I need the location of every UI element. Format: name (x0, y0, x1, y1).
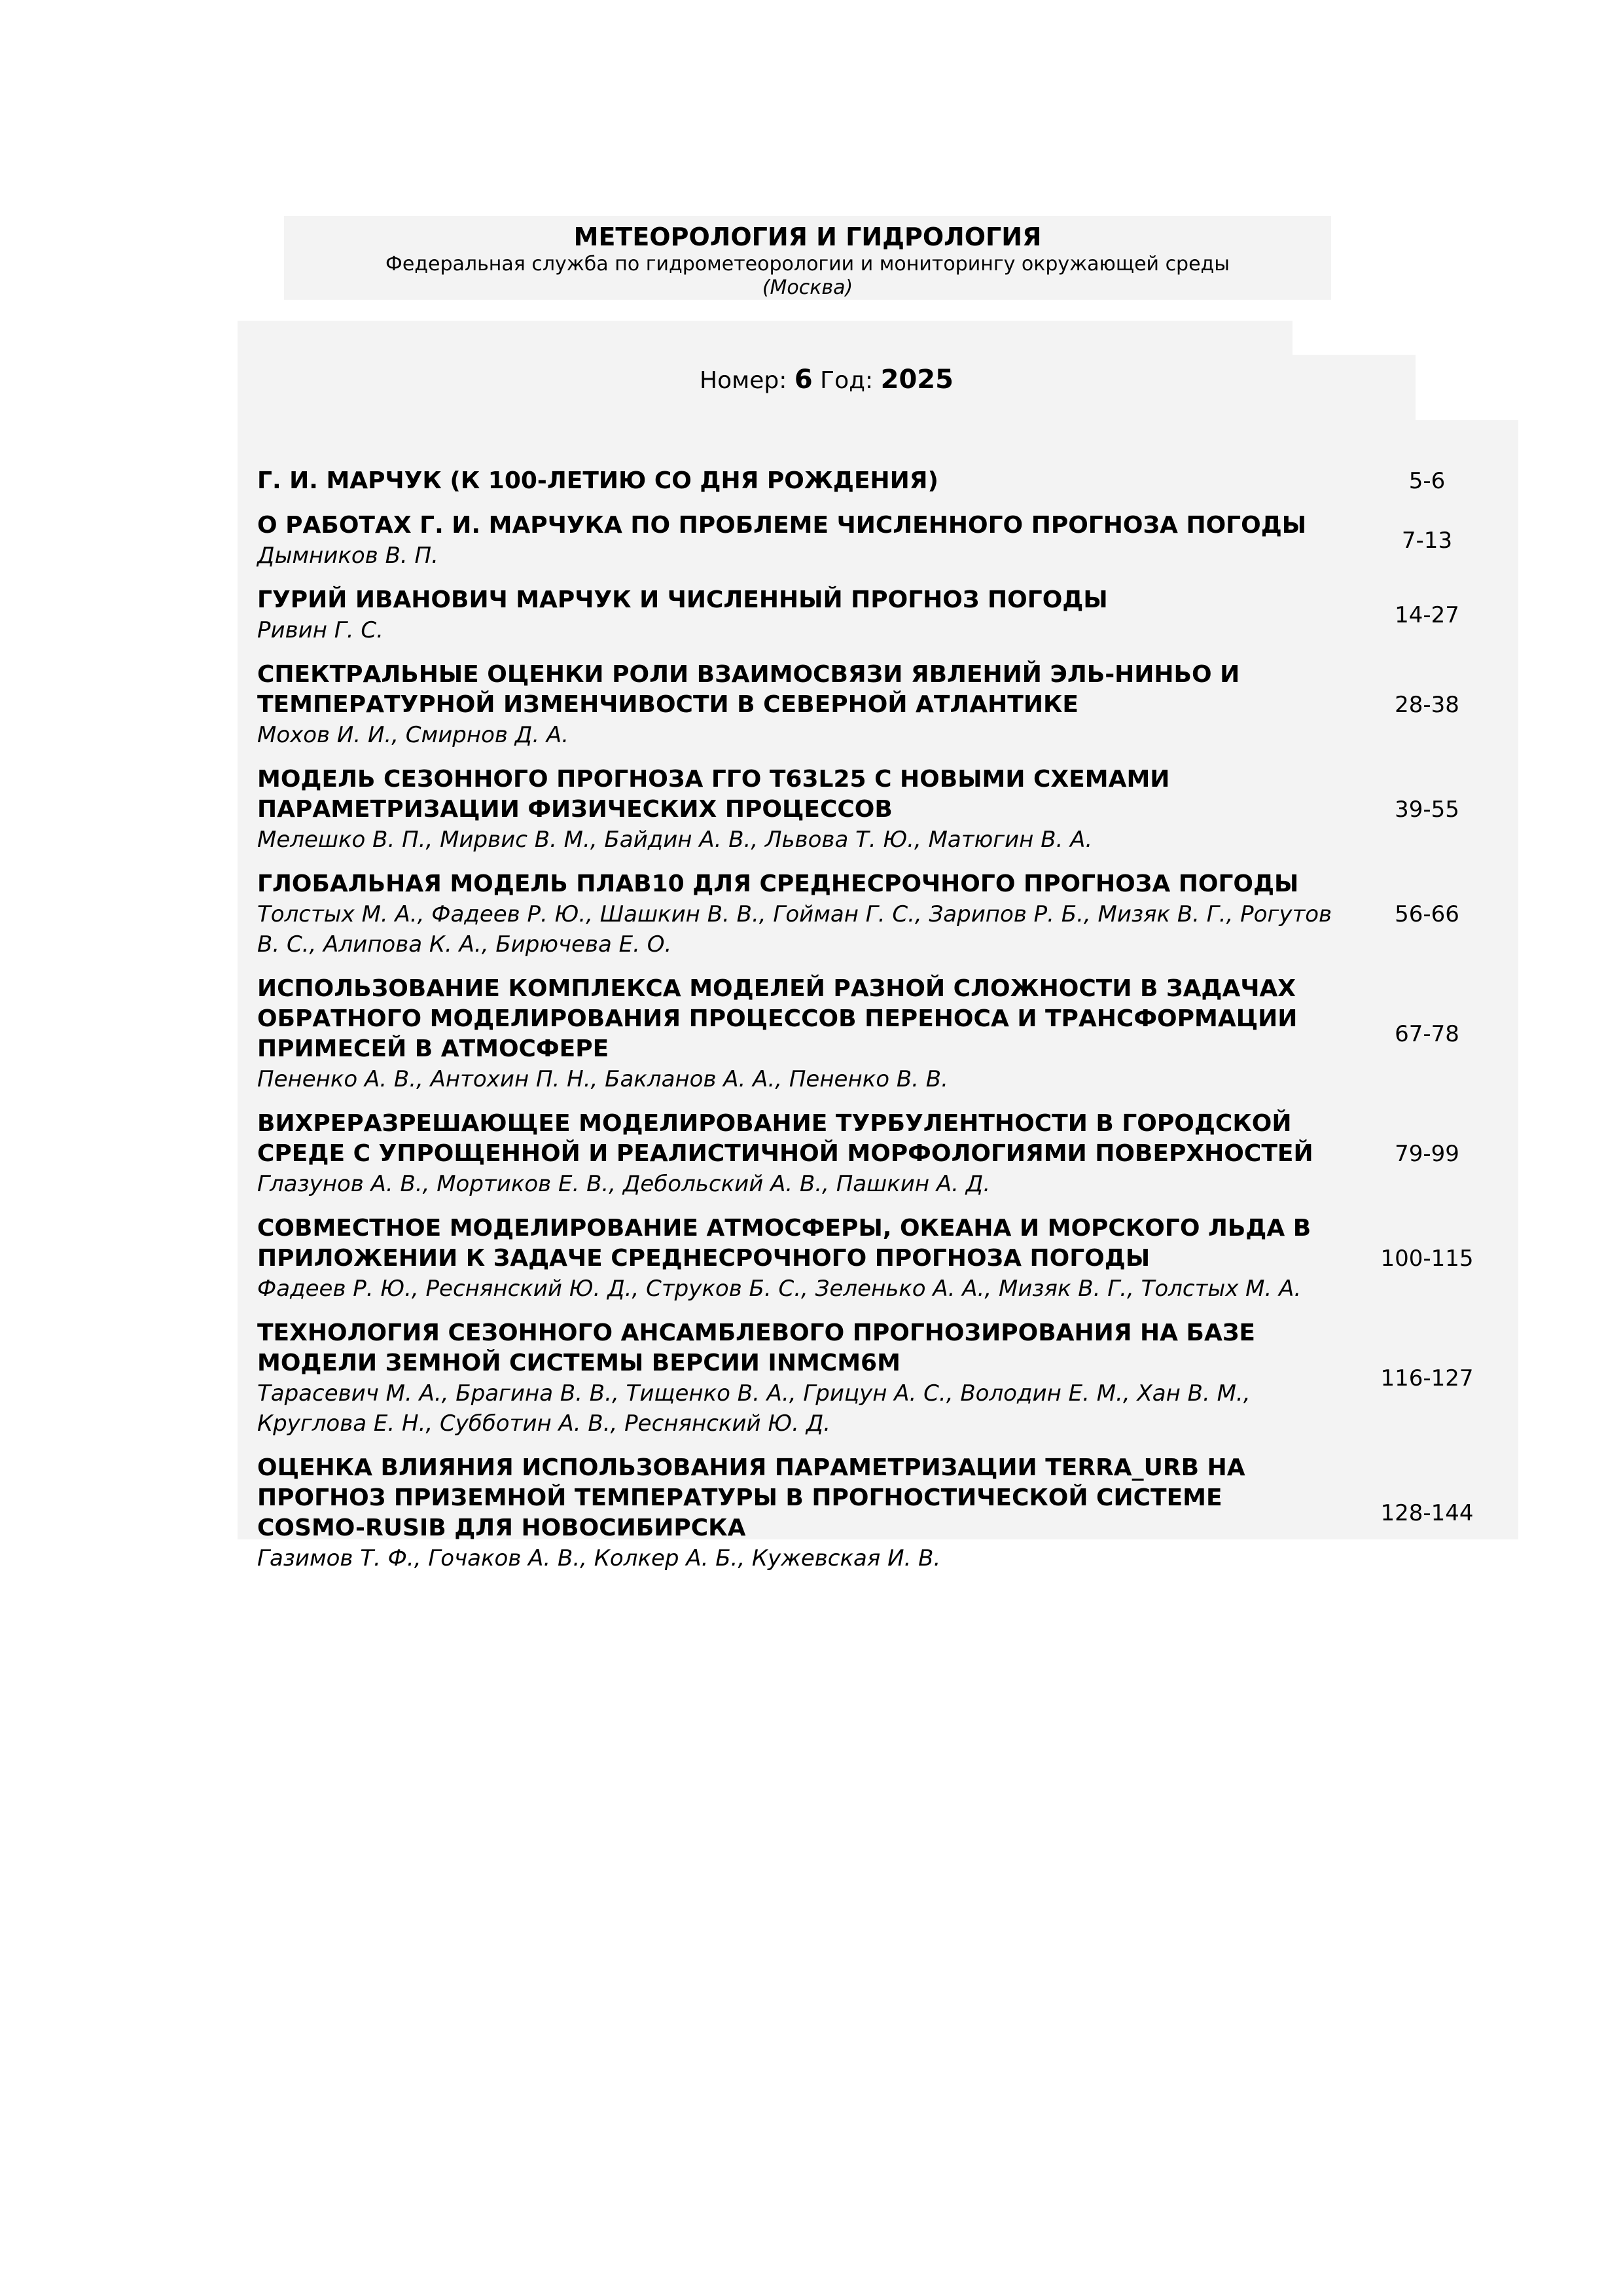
toc-entry[interactable] (257, 1109, 1507, 1199)
entry-text (257, 585, 1334, 645)
issue-number-label: Номер: (700, 367, 787, 394)
issue-year: 2025 (880, 365, 954, 395)
toc-entry[interactable] (257, 1453, 1507, 1573)
article-pages: 39-55 (1395, 797, 1459, 823)
toc-entry[interactable] (257, 466, 1507, 496)
journal-publisher: Федеральная служба по гидрометеорологии и мониторингу окружающей среды (385, 253, 1230, 276)
journal-header (284, 216, 1331, 300)
article-authors: Толстых М. А., Фадеев Р. Ю., Шашкин В. В., Гойман Г. С., Зарипов Р. Б., Мизяк В. Г., Рогутов В. С., Алипова К. А., Бирючева Е. О. (257, 901, 1332, 958)
toc-background-top (238, 321, 1293, 355)
entry-text (257, 466, 1334, 496)
article-title-link[interactable]: СОВМЕСТНОЕ МОДЕЛИРОВАНИЕ АТМОСФЕРЫ, ОКЕАНА И МОРСКОГО ЛЬДА В ПРИЛОЖЕНИИ К ЗАДАЧЕ СРЕДНЕСРОЧНОГО ПРОГНОЗА ПОГОДЫ (257, 1215, 1311, 1272)
article-title-link[interactable]: ГЛОБАЛЬНАЯ МОДЕЛЬ ПЛАВ10 ДЛЯ СРЕДНЕСРОЧНОГО ПРОГНОЗА ПОГОДЫ (257, 870, 1299, 897)
article-title-link[interactable]: ОЦЕНКА ВЛИЯНИЯ ИСПОЛЬЗОВАНИЯ ПАРАМЕТРИЗАЦИИ TERRA_URB НА ПРОГНОЗ ПРИЗЕМНОЙ ТЕМПЕРАТУРЫ В ПРОГНОСТИЧЕСКОЙ СИСТЕМЕ COSMO-RUSIB ДЛЯ НОВОСИБИРСКА (257, 1454, 1245, 1541)
article-authors: Фадеев Р. Ю., Реснянский Ю. Д., Струков Б. С., Зеленько А. А., Мизяк В. Г., Толстых М. А. (257, 1276, 1302, 1302)
journal-title: МЕТЕОРОЛОГИЯ И ГИДРОЛОГИЯ (573, 223, 1042, 251)
article-authors: Газимов Т. Ф., Гочаков А. В., Колкер А. Б., Кужевская И. В. (257, 1545, 941, 1571)
toc-entry[interactable] (257, 1213, 1507, 1304)
article-title-link[interactable]: ИСПОЛЬЗОВАНИЕ КОМПЛЕКСА МОДЕЛЕЙ РАЗНОЙ СЛОЖНОСТИ В ЗАДАЧАХ ОБРАТНОГО МОДЕЛИРОВАНИЯ ПРОЦЕССОВ ПЕРЕНОСА И ТРАНСФОРМАЦИИ ПРИМЕСЕЙ В АТМОСФЕРЕ (257, 975, 1298, 1062)
article-pages: 116-127 (1380, 1365, 1474, 1391)
article-title-link[interactable]: ГУРИЙ ИВАНОВИЧ МАРЧУК И ЧИСЛЕННЫЙ ПРОГНОЗ ПОГОДЫ (257, 586, 1108, 613)
article-pages: 7-13 (1401, 528, 1453, 554)
article-authors: Мелешко В. П., Мирвис В. М., Байдин А. В., Львова Т. Ю., Матюгин В. А. (257, 827, 1093, 853)
entry-text (257, 974, 1334, 1094)
toc-entry[interactable] (257, 1318, 1507, 1439)
toc-entry[interactable] (257, 511, 1507, 571)
article-pages: 5-6 (1408, 468, 1446, 494)
toc-entry[interactable] (257, 585, 1507, 645)
article-pages: 28-38 (1395, 692, 1459, 718)
toc-entry[interactable] (257, 974, 1507, 1094)
issue-year-label: Год: (820, 367, 874, 394)
article-pages: 100-115 (1380, 1246, 1474, 1272)
article-authors: Пененко А. В., Антохин П. Н., Бакланов А. А., Пененко В. В. (257, 1066, 948, 1092)
article-pages: 128-144 (1380, 1500, 1474, 1526)
article-title-link[interactable]: СПЕКТРАЛЬНЫЕ ОЦЕНКИ РОЛИ ВЗАИМОСВЯЗИ ЯВЛЕНИЙ ЭЛЬ-НИНЬО И ТЕМПЕРАТУРНОЙ ИЗМЕНЧИВОСТИ В СЕВЕРНОЙ АТЛАНТИКЕ (257, 661, 1240, 718)
entry-text (257, 869, 1334, 960)
article-title-link[interactable]: МОДЕЛЬ СЕЗОННОГО ПРОГНОЗА ГГО T63L25 С НОВЫМИ СХЕМАМИ ПАРАМЕТРИЗАЦИИ ФИЗИЧЕСКИХ ПРОЦЕССОВ (257, 766, 1170, 823)
issue-info (238, 364, 1416, 397)
issue-number: 6 (794, 365, 813, 395)
entry-text (257, 764, 1334, 855)
article-authors: Тарасевич М. А., Брагина В. В., Тищенко В. А., Грицун А. С., Володин Е. М., Хан В. М., Круглова Е. Н., Субботин А. В., Реснянский Ю. Д. (257, 1380, 1251, 1437)
article-title-link[interactable]: ВИХРЕРАЗРЕШАЮЩЕЕ МОДЕЛИРОВАНИЕ ТУРБУЛЕНТНОСТИ В ГОРОДСКОЙ СРЕДЕ С УПРОЩЕННОЙ И РЕАЛИСТИЧНОЙ МОРФОЛОГИЯМИ ПОВЕРХНОСТЕЙ (257, 1110, 1313, 1167)
article-pages: 67-78 (1395, 1021, 1459, 1047)
article-title-link[interactable]: ТЕХНОЛОГИЯ СЕЗОННОГО АНСАМБЛЕВОГО ПРОГНОЗИРОВАНИЯ НА БАЗЕ МОДЕЛИ ЗЕМНОЙ СИСТЕМЫ ВЕРСИИ INMCM6M (257, 1319, 1256, 1376)
article-authors: Мохов И. И., Смирнов Д. А. (257, 722, 569, 748)
entry-text (257, 1213, 1334, 1304)
entry-text (257, 1318, 1334, 1439)
table-of-contents (257, 466, 1507, 1588)
toc-entry[interactable] (257, 869, 1507, 960)
entry-text (257, 1453, 1334, 1573)
journal-city: (Москва) (762, 276, 853, 299)
article-title-link[interactable]: Г. И. МАРЧУК (К 100-ЛЕТИЮ СО ДНЯ РОЖДЕНИЯ) (257, 467, 938, 494)
entry-text (257, 660, 1334, 750)
article-title-link[interactable]: О РАБОТАХ Г. И. МАРЧУКА ПО ПРОБЛЕМЕ ЧИСЛЕННОГО ПРОГНОЗА ПОГОДЫ (257, 512, 1307, 539)
article-authors: Глазунов А. В., Мортиков Е. В., Дебольский А. В., Пашкин А. Д. (257, 1171, 991, 1197)
entry-text (257, 1109, 1334, 1199)
toc-entry[interactable] (257, 660, 1507, 750)
article-pages: 79-99 (1395, 1141, 1459, 1167)
entry-text (257, 511, 1334, 571)
article-pages: 56-66 (1395, 901, 1459, 927)
article-authors: Ривин Г. С. (257, 617, 383, 643)
article-authors: Дымников В. П. (257, 543, 438, 569)
toc-entry[interactable] (257, 764, 1507, 855)
article-pages: 14-27 (1395, 602, 1459, 628)
